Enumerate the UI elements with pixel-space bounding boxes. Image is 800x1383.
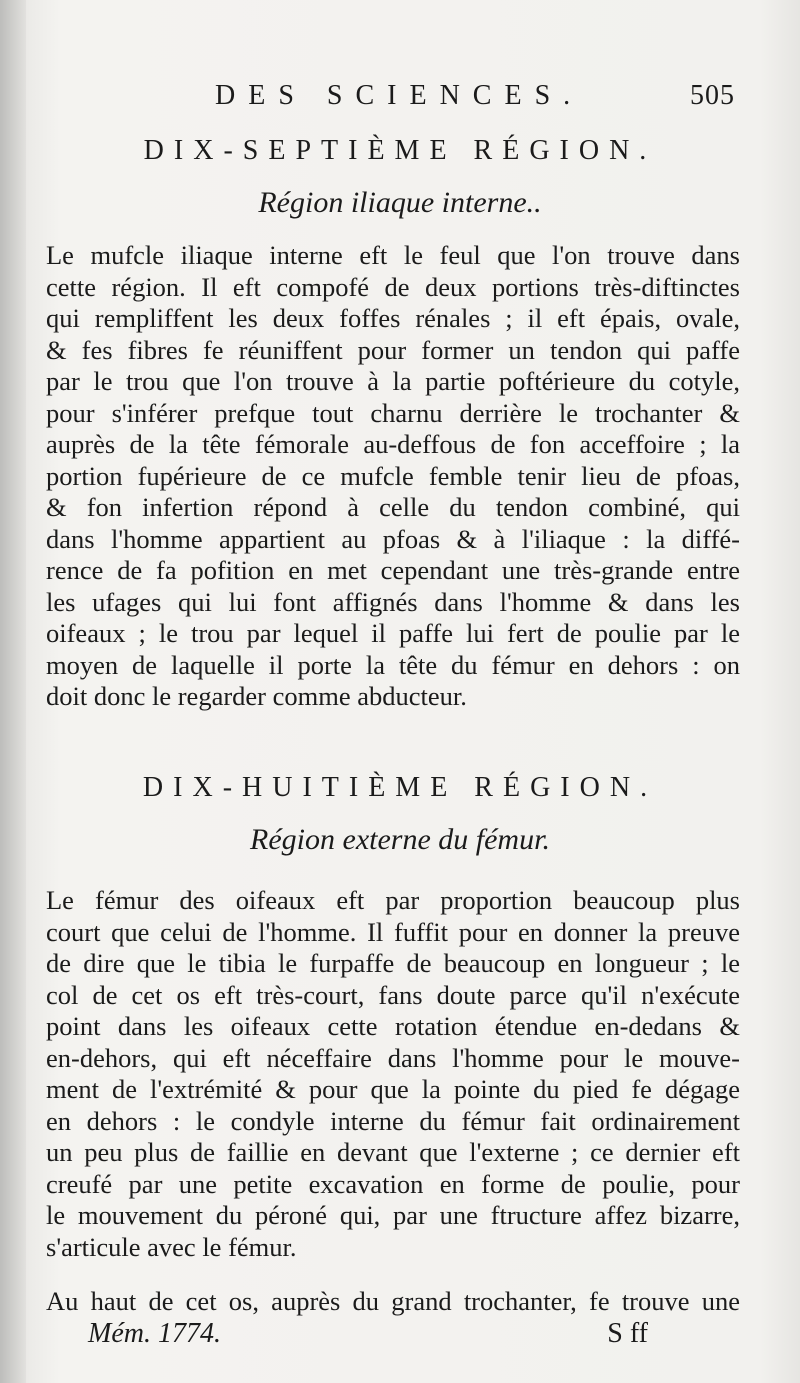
text-line: Au haut de cet os, auprès du grand trochanter, fe trouve une <box>46 1286 740 1316</box>
text-line: moyen de laquelle il porte la tête du fémur en dehors : on <box>46 649 740 680</box>
paragraph-femur <box>46 885 740 1263</box>
text-line: & fes fibres fe réuniffent pour former un tendon qui paffe <box>46 334 740 365</box>
text-line: les ufages qui lui font affignés dans l'homme & dans les <box>46 586 740 617</box>
text-line: en-dehors, qui eft néceffaire dans l'homme pour le mouve- <box>46 1042 740 1073</box>
section-subheading-17: Région iliaque interne.. <box>258 186 542 219</box>
signature-mark: Mém. 1774. <box>88 1318 221 1349</box>
gathering-signature: S ff <box>607 1318 648 1349</box>
page-footer <box>88 1318 648 1358</box>
text-line: s'articule avec le fémur. <box>46 1231 297 1262</box>
text-line: qui rempliffent les deux foffes rénales ; il eft épais, ovale, <box>46 303 740 333</box>
text-line: point dans les oifeaux cette rotation étendue en-dedans & <box>46 1011 740 1041</box>
text-line: rence de fa pofition en met cependant une très-grande entre <box>46 555 740 585</box>
text-line: le mouvement du péroné qui, par une ftructure affez bizarre, <box>46 1200 740 1230</box>
text-line: creufé par une petite excavation en forme de poulie, pour <box>46 1168 740 1199</box>
page-number: 505 <box>690 80 735 111</box>
text-line: Le fémur des oifeaux eft par proportion beaucoup plus <box>46 885 740 915</box>
running-head <box>215 80 735 116</box>
section-subheading-18: Région externe du fémur. <box>250 823 550 856</box>
text-line: ment de l'extrémité & pour que la pointe du pied fe dégage <box>46 1074 740 1104</box>
text-line: portion fupérieure de ce mufcle femble tenir lieu de pfoas, <box>46 460 740 491</box>
text-line: pour s'inférer prefque tout charnu derrière le trochanter & <box>46 397 740 428</box>
text-line: oifeaux ; le trou par lequel il paffe lui fert de poulie par le <box>46 618 740 648</box>
text-line: & fon infertion répond à celle du tendon combiné, qui <box>46 492 740 522</box>
text-line: de dire que le tibia le furpaffe de beaucoup en longueur ; le <box>46 948 740 978</box>
paragraph-iliaque <box>46 240 740 713</box>
text-line: cette région. Il eft compofé de deux portions très-diftinctes <box>46 271 740 302</box>
running-head-title: DES SCIENCES. <box>215 80 584 111</box>
paragraph-trochanter <box>46 1286 740 1318</box>
text-line: court que celui de l'homme. Il fuffit pour en donner la preuve <box>46 916 740 947</box>
section-heading-18: DIX-HUITIÈME RÉGION. <box>142 772 658 803</box>
text-line: par le trou que l'on trouve à la partie poftérieure du cotyle, <box>46 366 740 396</box>
text-line: un peu plus de faillie en devant que l'externe ; ce dernier eft <box>46 1137 740 1167</box>
text-line: doit donc le regarder comme abducteur. <box>46 681 467 711</box>
text-line: dans l'homme appartient au pfoas & à l'iliaque : la diffé- <box>46 523 740 554</box>
text-line: auprès de la tête fémorale au-deffous de fon acceffoire ; la <box>46 429 740 459</box>
section-heading-17: DIX-SEPTIÈME RÉGION. <box>143 135 657 166</box>
text-line: en dehors : le condyle interne du fémur fait ordinairement <box>46 1105 740 1136</box>
text-line: col de cet os eft très-court, fans doute parce qu'il n'exécute <box>46 979 740 1010</box>
text-line: Le mufcle iliaque interne eft le feul que l'on trouve dans <box>46 240 740 270</box>
